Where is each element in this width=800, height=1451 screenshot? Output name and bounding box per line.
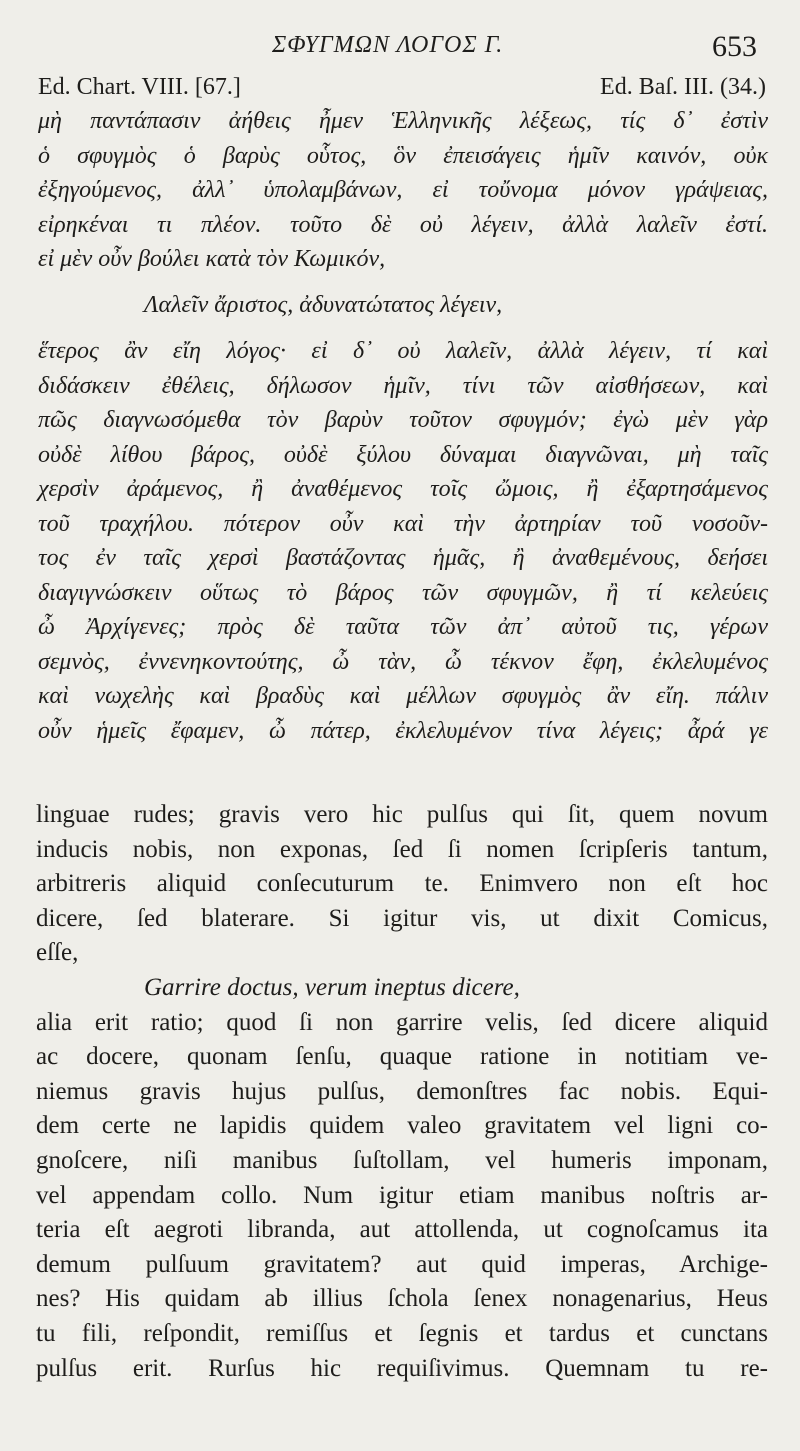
latin-line: dicere, ſed blaterare. Si igitur vis, ut dixit Comicus, — [36, 904, 768, 932]
latin-line: eſſe, — [36, 939, 79, 967]
latin-line: ac docere, quonam ſenſu, quaque ratione in notitiam ve- — [36, 1043, 768, 1071]
edition-reference-line — [38, 74, 766, 104]
running-title: ΣΦΥΓΜΩΝ ΛΟΓΟΣ Γ. — [272, 32, 504, 58]
edition-reference-basel: Ed. Baſ. III. (34.) — [600, 74, 766, 100]
latin-line: vel appendam collo. Num igitur etiam manibus noſtris ar- — [36, 1181, 768, 1209]
latin-line: alia erit ratio; quod ſi non garrire velis, ſed dicere aliquid — [36, 1008, 768, 1036]
latin-line: inducis nobis, non exponas, ſed ſi nomen ſcripſeris tantum, — [36, 835, 768, 863]
greek-line: σεμνὸς, ἐννενηκοντούτης, ὦ τὰν, ὦ τέκνον ἔφη, ἐκλελυμένος — [38, 648, 768, 675]
greek-line: τοῦ τραχήλου. πότερον οὖν καὶ τὴν ἀρτηρίαν τοῦ νοσοῦν- — [38, 510, 768, 537]
latin-line: dem certe ne lapidis quidem valeo gravitatem vel ligni co- — [36, 1112, 768, 1140]
latin-line: linguae rudes; gravis vero hic pulſus qui ſit, quem novum — [36, 801, 768, 828]
greek-line: πῶς διαγνωσόμεθα τὸν βαρὺν τοῦτον σφυγμόν; ἐγὼ μὲν γὰρ — [38, 407, 768, 433]
page-number: 653 — [712, 30, 757, 63]
latin-line: demum pulſuum gravitatem? aut quid imperas, Archige- — [36, 1250, 768, 1278]
greek-line: ἕτερος ἂν εἴη λόγος· εἰ δ᾽ οὐ λαλεῖν, ἀλλὰ λέγειν, τί καὶ — [38, 337, 768, 364]
greek-line: διδάσκειν ἐθέλεις, δήλωσον ἡμῖν, τίνι τῶν αἰσθήσεων, καὶ — [38, 372, 768, 399]
greek-line: καὶ νωχελὴς καὶ βραδὺς καὶ μέλλων σφυγμὸς ἂν εἴη. πάλιν — [38, 683, 768, 709]
greek-line: μὴ παντάπασιν ἀήθεις ἦμεν Ἑλληνικῆς λέξεως, τίς δ᾽ ἐστὶν — [38, 108, 768, 134]
latin-line: nes? His quidam ab illius ſchola ſenex nonagenarius, Heus — [36, 1285, 768, 1313]
latin-verse-quotation: Garrire doctus, verum ineptus dicere, — [144, 973, 520, 1001]
latin-line: pulſus erit. Rurſus hic requiſivimus. Quemnam tu re- — [36, 1354, 768, 1382]
latin-line: arbitreris aliquid conſecuturum te. Enimvero non eſt hoc — [36, 870, 768, 898]
greek-verse-quotation: Λαλεῖν ἄριστος, ἀδυνατώτατος λέγειν, — [144, 291, 503, 318]
latin-line: tu fili, reſpondit, remiſſus et ſegnis et tardus et cunctans — [36, 1319, 768, 1347]
greek-line: τος ἐν ταῖς χερσὶ βαστάζοντας ἡμᾶς, ἢ ἀναθεμένους, δεήσει — [38, 545, 768, 571]
greek-line: εἰρηκέναι τι πλέον. τοῦτο δὲ οὐ λέγειν, ἀλλὰ λαλεῖν ἐστί. — [38, 211, 768, 238]
latin-line: teria eſt aegroti libranda, aut attollenda, ut cognoſcamus ita — [36, 1216, 768, 1244]
latin-line: niemus gravis hujus pulſus, demonſtres fac nobis. Equi- — [36, 1077, 768, 1105]
running-head — [0, 30, 800, 66]
latin-text-block — [36, 798, 768, 1386]
greek-text-block — [38, 104, 768, 748]
greek-line: ὦ Ἀρχίγενες; πρὸς δὲ ταῦτα τῶν ἀπ᾽ αὐτοῦ τις, γέρων — [38, 614, 768, 640]
latin-line: gnoſcere, niſi manibus ſuſtollam, vel humeris imponam, — [36, 1146, 768, 1174]
greek-line: χερσὶν ἀράμενος, ἢ ἀναθέμενος τοῖς ὤμοις, ἢ ἐξαρτησάμενος — [38, 476, 768, 502]
greek-line: εἰ μὲν οὖν βούλει κατὰ τὸν Κωμικόν, — [38, 246, 386, 272]
greek-line: διαγιγνώσκειν οὕτως τὸ βάρος τῶν σφυγμῶν, ἢ τί κελεύεις — [38, 579, 768, 606]
edition-reference-chartier: Ed. Chart. VIII. [67.] — [38, 74, 241, 100]
greek-line: ὁ σφυγμὸς ὁ βαρὺς οὗτος, ὃν ἐπεισάγεις ἡμῖν καινόν, οὐκ — [38, 142, 768, 169]
greek-line: οὖν ἡμεῖς ἔφαμεν, ὦ πάτερ, ἐκλελυμένον τίνα λέγεις; ἆρά γε — [38, 717, 768, 744]
greek-line: οὐδὲ λίθου βάρος, οὐδὲ ξύλου δύναμαι διαγνῶναι, μὴ ταῖς — [38, 441, 768, 468]
greek-line: ἐξηγούμενος, ἀλλ᾽ ὑπολαμβάνων, εἰ τοὔνομα μόνον γράψειας, — [38, 177, 768, 203]
